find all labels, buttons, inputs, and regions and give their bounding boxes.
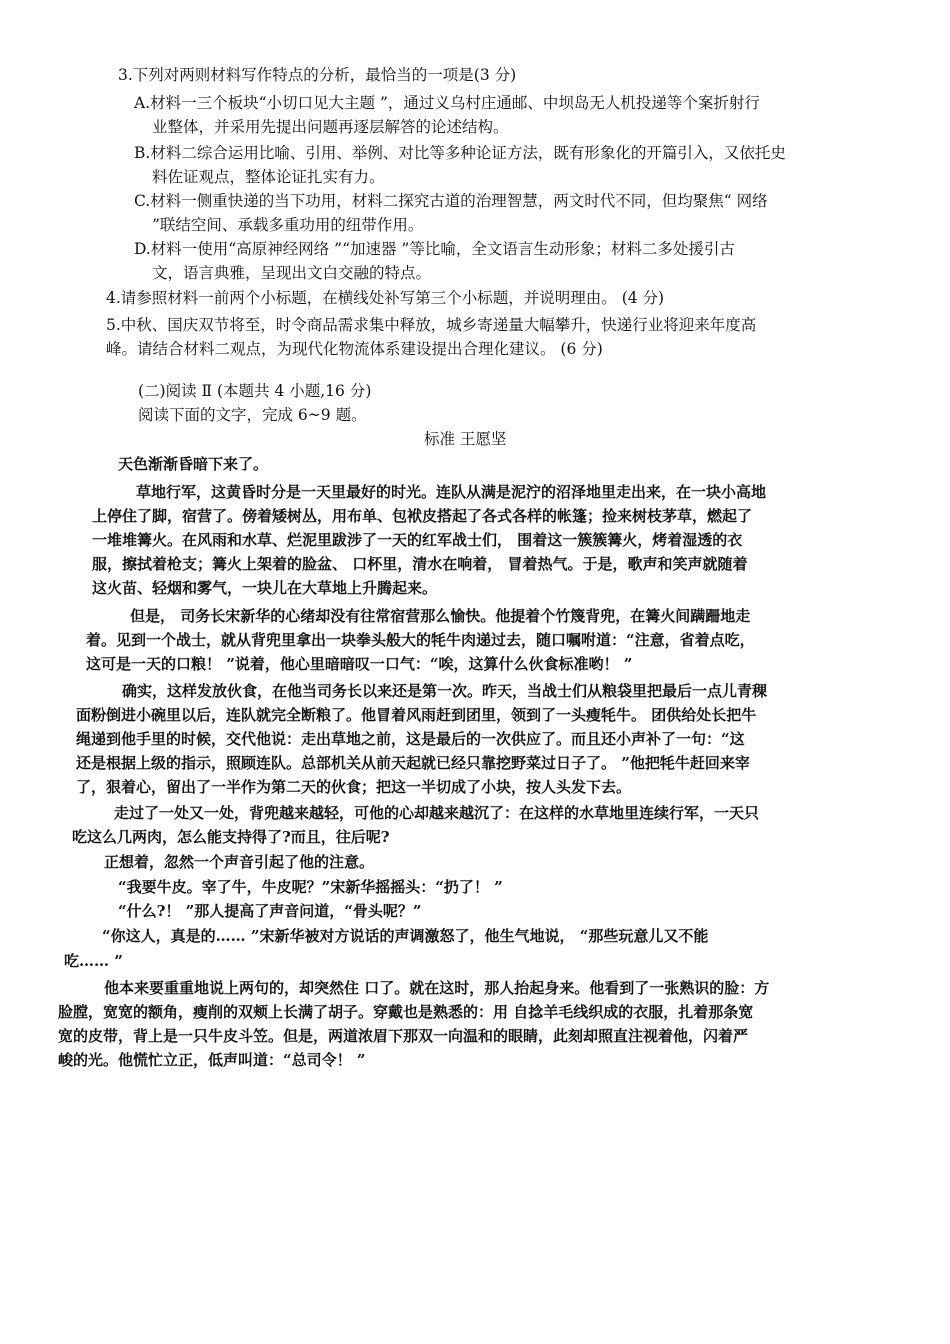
option-d-line-2: 文，语言典雅，呈现出文白交融的特点。 — [152, 264, 432, 282]
option-d-line-1: D.材料一使用“高原神经网络 ”“加速器 ”等比喻，全文语言生动形象；材料二多处援引古 — [134, 240, 735, 258]
story-line: 绳递到他手里的时候，交代他说：走出草地之前，这是最后的一次供应了。而且还小声补了一句：“这 — [76, 730, 745, 748]
story-line: 脸膛，宽宽的额角，瘦削的双颊上长满了胡子。穿戴也是熟悉的：用 自捻羊毛线织成的衣服，扎着那条宽 — [58, 1003, 754, 1021]
option-c-line-2: ”联结空间、承载多重功用的纽带作用。 — [152, 216, 424, 234]
story-line: 他本来要重重地说上两句的，却突然住 口了。就在这时，那人抬起身来。他看到了一张熟识的脸：方 — [104, 979, 770, 997]
story-line: 着。见到一个战士，就从背兜里拿出一块拳头般大的牦牛肉递过去，随口嘱咐道：“注意，省着点吃， — [86, 631, 755, 649]
story-line: 还是根据上级的指示，照顾连队。总部机关从前天起就已经只靠挖野菜过日子了。 ”他把牦牛赶回来宰 — [76, 754, 750, 772]
story-line: 天色渐渐昏暗下来了。 — [118, 455, 269, 473]
story-line: 宽的皮带，背上是一只牛皮斗笠。但是，两道浓眉下那双一向温和的眼睛，此刻却照直注视着他，闪着严 — [58, 1027, 749, 1045]
story-line: 但是， 司务长宋新华的心绪却没有往常宿营那么愉快。他提着个竹篾背兜，在篝火间蹒跚地走 — [130, 607, 751, 625]
story-title: 标准 王愿坚 — [424, 430, 507, 448]
section-header: (二)阅读 Ⅱ (本题共 4 小题,16 分) — [138, 382, 372, 400]
option-a-line-2: 业整体，并采用先提出问题再逐层解答的论述结构。 — [152, 118, 509, 136]
story-line: 这火苗、轻烟和雾气，一块儿在大草地上升腾起来。 — [92, 579, 438, 597]
option-b-line-2: 料佐证观点，整体论证扎实有力。 — [152, 168, 385, 186]
question-5-line-2: 峰。请结合材料二观点，为现代化物流体系建设提出合理化建议。 (6 分) — [106, 340, 603, 358]
option-b-line-1: B.材料二综合运用比喻、引用、举例、对比等多种论证方法，既有形象化的开篇引入，又依托史 — [134, 144, 786, 162]
story-line: 了，狠着心，留出了一半作为第二天的伙食；把这一半切成了小块，按人头发下去。 — [76, 778, 632, 796]
section-instruction: 阅读下面的文字，完成 6~9 题。 — [138, 406, 367, 424]
story-line: 吃这么几两肉，怎么能支持得了?而且，往后呢? — [72, 828, 390, 846]
story-line: 服，擦拭着枪支；篝火上架着的脸盆、 口杯里，清水在响着， 冒着热气。于是，歌声和笑声就随着 — [92, 555, 748, 573]
story-line: 正想着，忽然一个声音引起了他的注意。 — [104, 853, 375, 871]
story-line: “什么?！ ”那人提高了声音问道，“骨头呢？” — [118, 902, 422, 920]
option-c-line-1: C.材料一侧重快递的当下功用，材料二探究古道的治理智慧，两文时代不同，但均聚焦“ 网络 — [134, 192, 768, 210]
question-4: 4.请参照材料一前两个小标题，在横线处补写第三个小标题，并说明理由。 (4 分) — [106, 289, 665, 307]
story-line: 确实，这样发放伙食，在他当司务长以来还是第一次。昨天，当战士们从粮袋里把最后一点儿青稞 — [122, 682, 768, 700]
story-line: 一堆堆篝火。在风雨和水草、烂泥里跋涉了一天的红军战士们， 围着这一簇簇篝火，烤着湿透的衣 — [92, 531, 743, 549]
question-5-line-1: 5.中秋、国庆双节将至，时令商品需求集中释放，城乡寄递量大幅攀升，快递行业将迎来年度高 — [106, 316, 757, 334]
option-a-line-1: A.材料一三个板块“小切口见大主题 ”，通过义乌村庄通邮、中坝岛无人机投递等个案折射行 — [134, 94, 760, 112]
story-line: 面粉倒进小碗里以后，连队就完全断粮了。他冒着风雨赶到团里，领到了一头瘦牦牛。 团供给处长把牛 — [76, 706, 757, 724]
story-line: 草地行军，这黄昏时分是一天里最好的时光。连队从满是泥泞的沼泽地里走出来，在一块小高地 — [136, 483, 767, 501]
story-line: 吃…… ” — [64, 952, 123, 970]
story-line: 这可是一天的口粮！ ”说着，他心里暗暗叹一口气：“唉，这算什么伙食标准哟！ ” — [86, 655, 633, 673]
story-line: 走过了一处又一处，背兜越来越轻，可他的心却越来越沉了：在这样的水草地里连续行军，一天只 — [114, 804, 760, 822]
story-line: “你这人，真是的…… ”宋新华被对方说话的声调激怒了，他生气地说， “那些玩意儿又不能 — [102, 927, 709, 945]
story-line: 上停住了脚，宿营了。傍着矮树丛，用布单、包袱皮搭起了各式各样的帐篷；捡来树枝茅草，燃起了 — [92, 507, 753, 525]
question-3-stem: 3.下列对两则材料写作特点的分析，最恰当的一项是(3 分) — [118, 66, 517, 84]
story-line: “我要牛皮。宰了牛，牛皮呢？”宋新华摇摇头：“扔了！ ” — [118, 878, 503, 896]
story-line: 峻的光。他慌忙立正，低声叫道：“总司令！ ” — [58, 1051, 366, 1069]
